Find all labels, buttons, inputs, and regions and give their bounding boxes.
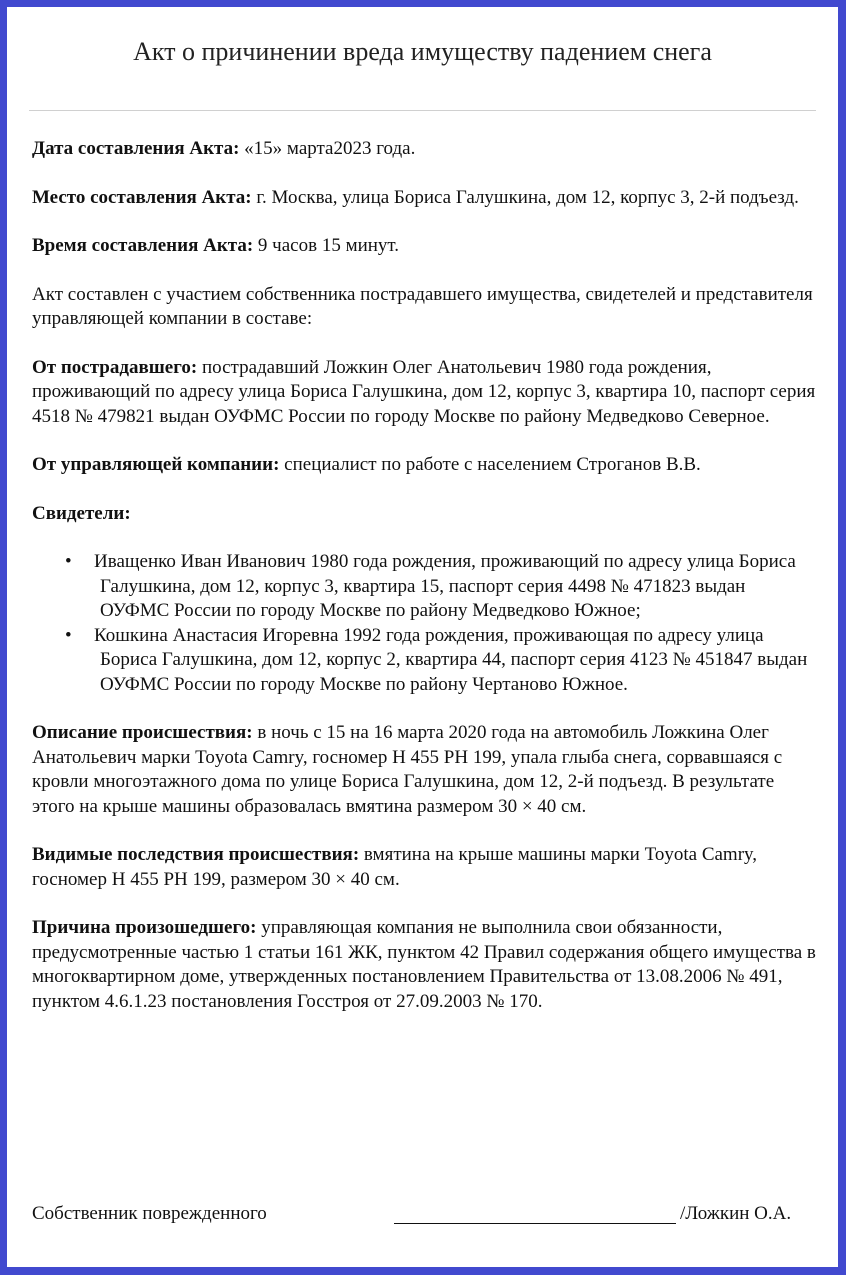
field-place-label: Место составления Акта: — [32, 186, 252, 208]
intro-paragraph: Акт составлен с участием собственника пострадавшего имущества, свидетелей и представителя управляющей компании в составе: — [32, 283, 813, 329]
signature-line — [394, 1223, 676, 1224]
cause-label: Причина произошедшего: — [32, 917, 257, 938]
company-label: От управляющей компании: — [32, 454, 280, 475]
field-place — [32, 186, 818, 211]
document-title: Акт о причинении вреда имуществу падением снега — [133, 37, 712, 66]
field-date — [32, 137, 818, 162]
witnesses-label: Свидетели: — [32, 502, 131, 524]
field-date-value: «15» марта2023 года. — [239, 138, 416, 159]
witnesses-list — [32, 550, 818, 697]
bullet-icon: • — [65, 624, 72, 646]
list-item — [32, 624, 818, 698]
field-time-value: 9 часов 15 минут. — [253, 235, 400, 256]
list-item — [32, 550, 818, 624]
field-time-label: Время составления Акта: — [32, 235, 254, 256]
document-body — [32, 137, 818, 1038]
cause-paragraph — [32, 916, 818, 1014]
victim-label: От пострадавшего: — [32, 356, 198, 378]
company-value: специалист по работе с населением Строганов В.В. — [279, 454, 701, 475]
signature-name: /Ложкин О.А. — [680, 1203, 792, 1224]
consequences-label: Видимые последствия происшествия: — [32, 844, 360, 865]
title-divider — [29, 110, 816, 111]
cause-value: управляющая компания не выполнила свои обязанности, предусмотренные частью 1 статьи 161 ЖК, пунктом 42 Правил содержания общего имущества в многоквартирном доме, утвержденных постановлением Правительства от 13.08.2006 № 491, пунктом 4.6.1.23 постановления Госстроя от 27.09.2003 № 170. — [32, 917, 816, 1012]
witness-text: Иващенко Иван Иванович 1980 года рождения, проживающий по адресу улица Бориса Галушкина, дом 12, корпус 3, квартира 15, паспорт серия 4498 № 471823 выдан ОУФМС России по городу Москве по району Медведково Южное; — [94, 551, 796, 621]
consequences-paragraph — [32, 843, 818, 892]
bullet-icon: • — [65, 551, 72, 572]
document-page — [7, 7, 838, 1267]
consequences-value: вмятина на крыше машины марки Toyota Camry, госномер Н 455 РН 199, размером 30 × 40 см. — [32, 844, 758, 890]
signature-label: Собственник поврежденного — [32, 1203, 267, 1224]
field-time — [32, 234, 818, 259]
witness-text: Кошкина Анастасия Игоревна 1992 года рождения, проживающая по адресу улица Бориса Галушкина, дом 12, корпус 2, квартира 44, паспорт серия 4123 № 451847 выдан ОУФМС России по городу Москве по району Чертаново Южное. — [94, 624, 808, 695]
witnesses-heading — [32, 502, 818, 527]
description-value: в ночь с 15 на 16 марта 2020 года на автомобиль Ложкина Олег Анатольевич марки Toyota Camry, госномер Н 455 РН 199, упала глыба снега, сорвавшаяся с кровли многоэтажного дома по улице Бориса Галушкина, дом 12, 2-й подъезд. В результате этого на крыше машины образовалась вмятина размером 30 × 40 см. — [32, 722, 783, 817]
victim-value: пострадавший Ложкин Олег Анатольевич 1980 года рождения, проживающий по адресу улица Бориса Галушкина, дом 12, корпус 3, квартира 10, паспорт серия 4518 № 479821 выдан ОУФМС России по городу Москве по району Медведково Северное. — [32, 356, 816, 427]
description-paragraph — [32, 721, 818, 819]
field-place-value: г. Москва, улица Бориса Галушкина, дом 12, корпус 3, 2-й подъезд. — [251, 186, 799, 208]
field-date-label: Дата составления Акта: — [32, 138, 240, 159]
description-label: Описание происшествия: — [32, 722, 253, 743]
victim-paragraph — [32, 356, 818, 430]
company-paragraph — [32, 453, 818, 478]
